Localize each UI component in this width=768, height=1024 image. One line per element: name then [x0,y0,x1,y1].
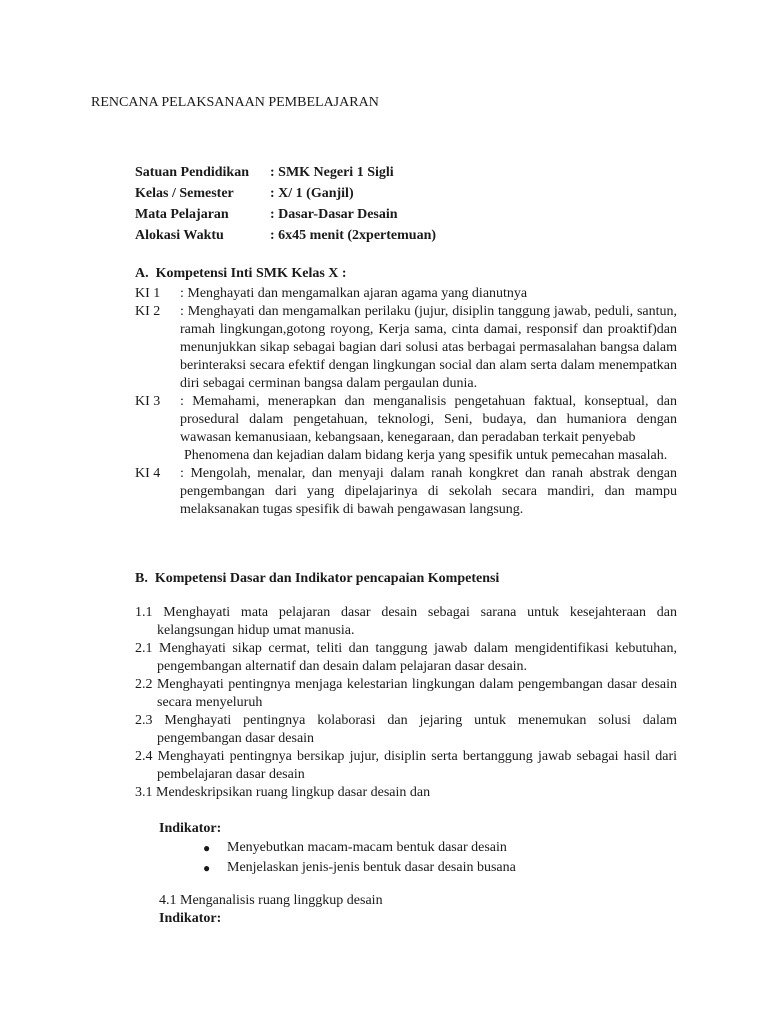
info-row-kelas [135,183,436,204]
ki-text [180,465,677,519]
ki-item [135,465,677,519]
bullet-icon: ● [203,841,211,855]
list-item [203,858,516,878]
ki-paragraph: : Mengolah, menalar, dan menyaji dalam ranah kongkret dan ranah abstrak dengan pengembangan dari yang dipelajarinya di sekolah secara mandiri, dan mampu melaksanakan tugas spesifik di bawah pengawasan langsung. [180,466,677,517]
ki-paragraph: : Memahami, menerapkan dan menganalisis pengetahuan faktual, konseptual, dan prosedural dalam pengetahuan, teknologi, Seni, budaya, dan humaniora dengan wawasan kemanusiaan, kebangsaan, kenegaraan, dan peradaban terkait penyebab [180,394,677,445]
info-label: Kelas / Semester [135,186,234,201]
info-label: Satuan Pendidikan [135,165,249,180]
kd-list [135,604,677,802]
section-a-heading: A. Kompetensi Inti SMK Kelas X : [135,266,347,281]
identity-table [135,162,436,246]
ki-code: KI 3 [135,394,161,409]
indikator-label: Indikator: [159,821,222,836]
ki-code: KI 1 [135,286,161,301]
ki-paragraph: : Menghayati dan mengamalkan perilaku (jujur, disiplin tanggung jawab, peduli, santun, ramah lingkungan,gotong royong, Kerja sama, cinta damai, responsif dan proaktif)dan menunjukkan sikap sebagai bagian dari solusi atas berbagai permasalahan bangsa dalam berinteraksi secara efektif dengan lingkungan social dan alam serta dalam menempatkan diri sebagai cerminan bangsa dalam pergaulan dunia. [180,304,677,391]
ki-item [135,285,677,303]
kd-4-1: 4.1 Menganalisis ruang linggkup desain [159,893,383,908]
ki-paragraph: : Menghayati dan mengamalkan ajaran agama yang dianutnya [180,286,528,301]
info-label: Mata Pelajaran [135,207,229,222]
kd-item: 2.2 Menghayati pentingnya menjaga kelestarian lingkungan dalam pengembangan dasar desain secara menyeluruh [135,677,677,710]
info-row-alokasi [135,225,436,246]
ki-text [180,393,677,465]
info-value: : SMK Negeri 1 Sigli [270,165,394,180]
kd-item: 2.1 Menghayati sikap cermat, teliti dan tanggung jawab dalam mengidentifikasi kebutuhan, pengembangan alternatif dan desain dalam pelajaran dasar desain. [135,641,677,674]
info-value: : 6x45 menit (2xpertemuan) [270,228,437,243]
info-row-satuan [135,162,436,183]
ki-item [135,303,677,393]
ki-list [135,285,677,519]
indikator-label-2: Indikator: [159,911,222,926]
kd-item: 1.1 Menghayati mata pelajaran dasar desain sebagai sarana untuk kesejahteraan dan kelangsungan hidup umat manusia. [135,605,677,638]
section-b-heading: B. Kompetensi Dasar dan Indikator pencapaian Kompetensi [135,571,500,586]
info-label: Alokasi Waktu [135,228,224,243]
ki-item [135,393,677,465]
kd-item: 2.4 Menghayati pentingnya bersikap jujur, disiplin serta bertanggung jawab sebagai hasil dari pembelajaran dasar desain [135,749,677,782]
list-item-text: Menyebutkan macam-macam bentuk dasar desain [227,840,507,855]
ki-text [180,303,677,393]
ki-text [180,285,677,303]
ki-paragraph: Phenomena dan kejadian dalam bidang kerja yang spesifik untuk pemecahan masalah. [184,448,668,463]
info-row-mapel [135,204,436,225]
bullet-icon: ● [203,861,211,875]
kd-item: 3.1 Mendeskripsikan ruang lingkup dasar desain dan [135,785,431,800]
kd-item: 2.3 Menghayati pentingnya kolaborasi dan jejaring untuk menemukan solusi dalam pengembangan dasar desain [135,713,677,746]
info-value: : X/ 1 (Ganjil) [270,186,354,201]
ki-code: KI 4 [135,466,161,481]
list-item [203,838,516,858]
list-item-text: Menjelaskan jenis-jenis bentuk dasar desain busana [227,860,516,875]
indikator-list [203,838,516,878]
info-value: : Dasar-Dasar Desain [270,207,398,222]
ki-code: KI 2 [135,304,161,319]
document-title: RENCANA PELAKSANAAN PEMBELAJARAN [91,95,379,110]
